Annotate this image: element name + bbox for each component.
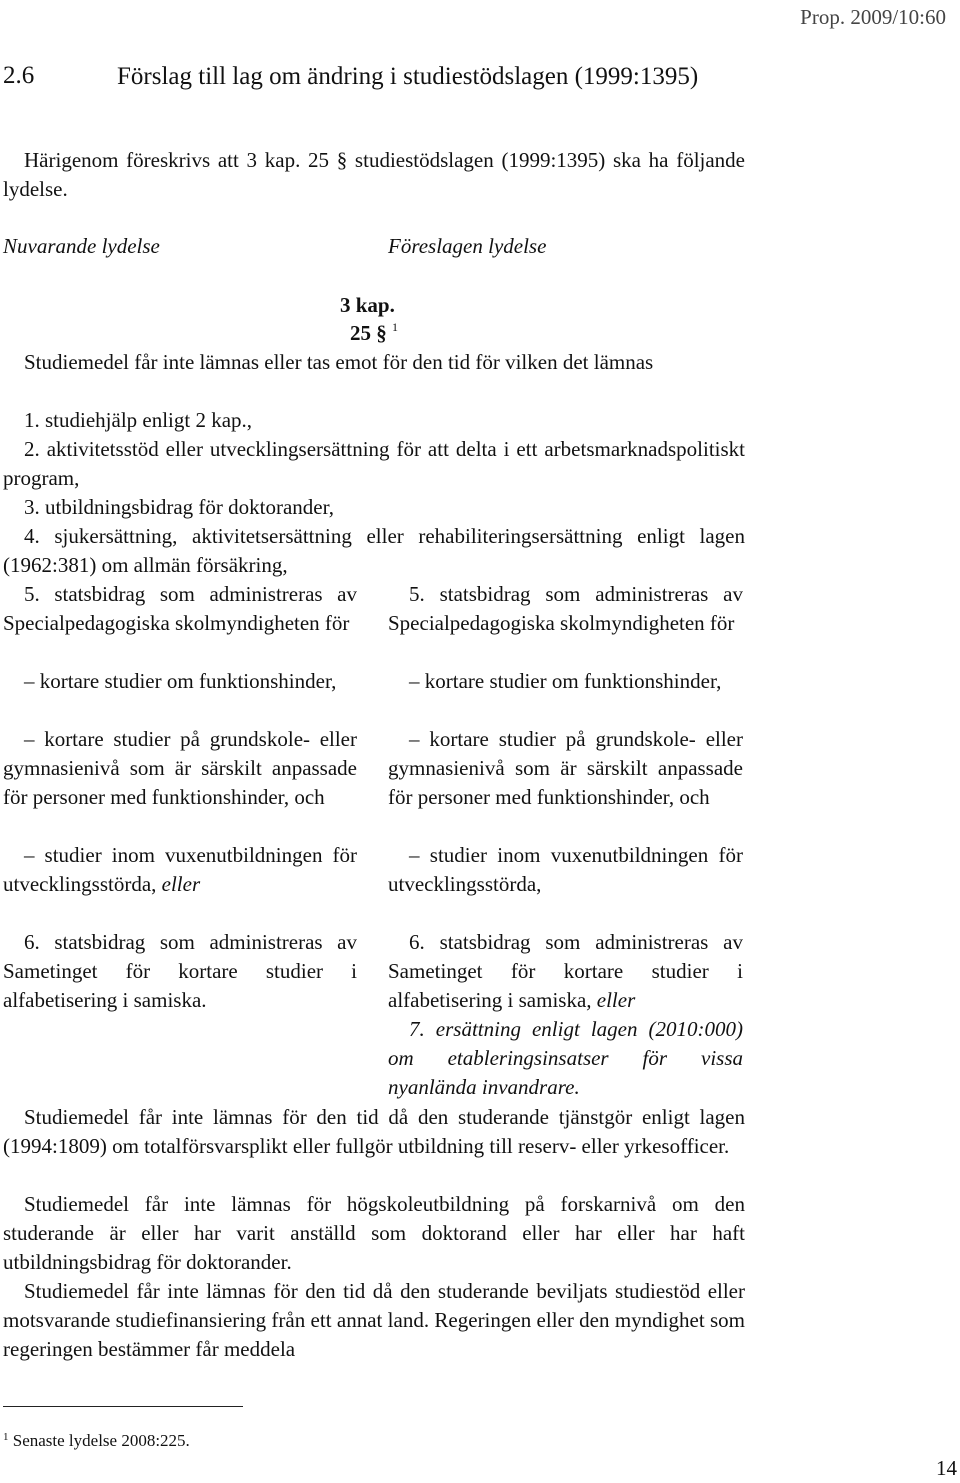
proposed-item-6 <box>388 928 743 1015</box>
body-paragraph-3-text: Studiemedel får inte lämnas för den tid då den studerande beviljats studiestöd eller motsvarande studiefinansiering från ett annat land. Regeringen eller den myndighet som regeringen bestämmer får meddela <box>3 1279 745 1361</box>
current-dash-1 <box>3 667 357 696</box>
prop-reference: Prop. 2009/10:60 <box>800 5 946 29</box>
proposed-dash-1 <box>388 667 743 696</box>
current-item-5-text: 5. statsbidrag som administreras av Specialpedagogiska skolmyndigheten för <box>3 582 357 635</box>
proposed-item-5-text: 5. statsbidrag som administreras av Specialpedagogiska skolmyndigheten för <box>388 582 743 635</box>
current-dash-1-text: – kortare studier om funktionshinder, <box>24 669 337 693</box>
footnote-divider <box>3 1406 243 1407</box>
lead-paragraph <box>3 348 745 377</box>
proposed-dash-3-text: – studier inom vuxenutbildningen för utvecklingsstörda, <box>388 843 743 896</box>
current-dash-3 <box>3 841 357 899</box>
chapter-heading: 3 kap. <box>340 293 395 317</box>
intro-text: Härigenom föreskrivs att 3 kap. 25 § studiestödslagen (1999:1395) ska ha följande lydelse. <box>3 148 745 201</box>
proposed-dash-2-text: – kortare studier på grundskole- eller gymnasienivå som är särskilt anpassade för personer med funktionshinder, och <box>388 727 743 809</box>
proposed-dash-3 <box>388 841 743 899</box>
list-item-2-text: 2. aktivitetsstöd eller utvecklingsersättning för att delta i ett arbetsmarknadspolitiskt program, <box>3 437 745 490</box>
proposed-item-7-text: 7. ersättning enligt lagen (2010:000) om etableringsinsatser för vissa nyanlända invandrare. <box>388 1017 743 1099</box>
lead-text: Studiemedel får inte lämnas eller tas emot för den tid för vilken det lämnas <box>24 350 654 374</box>
body-paragraph-2-text: Studiemedel får inte lämnas för högskoleutbildning på forskarnivå om den studerande är eller har varit anställd som doktorand eller har eller har haft utbildningsbidrag för doktorander. <box>3 1192 745 1274</box>
body-paragraph-2 <box>3 1190 745 1277</box>
current-item-5 <box>3 580 357 638</box>
proposed-item-7 <box>388 1015 743 1102</box>
proposed-wording-heading: Föreslagen lydelse <box>388 234 547 258</box>
current-dash-3-text: – studier inom vuxenutbildningen för utvecklingsstörda, <box>3 843 357 896</box>
list-item-2 <box>3 435 745 493</box>
current-item-6-text: 6. statsbidrag som administreras av Sametinget för kortare studier i alfabetisering i samiska. <box>3 930 357 1012</box>
proposed-item-6-text: 6. statsbidrag som administreras av Sametinget för kortare studier i alfabetisering i samiska <box>388 930 743 1012</box>
proposed-item-6-italic: , eller <box>586 988 636 1012</box>
footnote-marker: 1 <box>3 1431 9 1443</box>
list-item-1: 1. studiehjälp enligt 2 kap., <box>24 408 253 432</box>
current-dash-2-text: – kortare studier på grundskole- eller gymnasienivå som är särskilt anpassade för personer med funktionshinder, och <box>3 727 357 809</box>
paragraph-heading <box>350 319 398 348</box>
current-item-6 <box>3 928 357 1015</box>
list-item-3: 3. utbildningsbidrag för doktorander, <box>24 495 335 519</box>
footnote-reference: 1 <box>392 320 398 334</box>
proposed-item-5 <box>388 580 743 638</box>
footnote-text: Senaste lydelse 2008:225. <box>12 1431 190 1450</box>
list-item-4-text: 4. sjukersättning, aktivitetsersättning eller rehabiliteringsersättning enligt lagen (1962:381) om allmän försäkring, <box>3 524 745 577</box>
page-number: 14 <box>936 1456 957 1480</box>
body-paragraph-1-text: Studiemedel får inte lämnas för den tid då den studerande tjänstgör enligt lagen (1994:1809) om totalförsvarsplikt eller fullgör utbildning till reserv- eller yrkesofficer. <box>3 1105 745 1158</box>
body-paragraph-1 <box>3 1103 745 1161</box>
section-number: 2.6 <box>3 62 35 89</box>
body-paragraph-3 <box>3 1277 745 1364</box>
proposed-dash-2 <box>388 725 743 812</box>
list-item-4 <box>3 522 745 580</box>
paragraph-label: 25 § <box>350 321 387 345</box>
section-title: Förslag till lag om ändring i studiestödslagen (1999:1395) <box>117 63 699 90</box>
footnote <box>3 1430 190 1452</box>
proposed-dash-1-text: – kortare studier om funktionshinder, <box>409 669 722 693</box>
intro-paragraph <box>3 146 745 204</box>
current-wording-heading: Nuvarande lydelse <box>3 234 160 258</box>
current-dash-2 <box>3 725 357 812</box>
current-dash-3-italic: eller <box>161 872 201 896</box>
